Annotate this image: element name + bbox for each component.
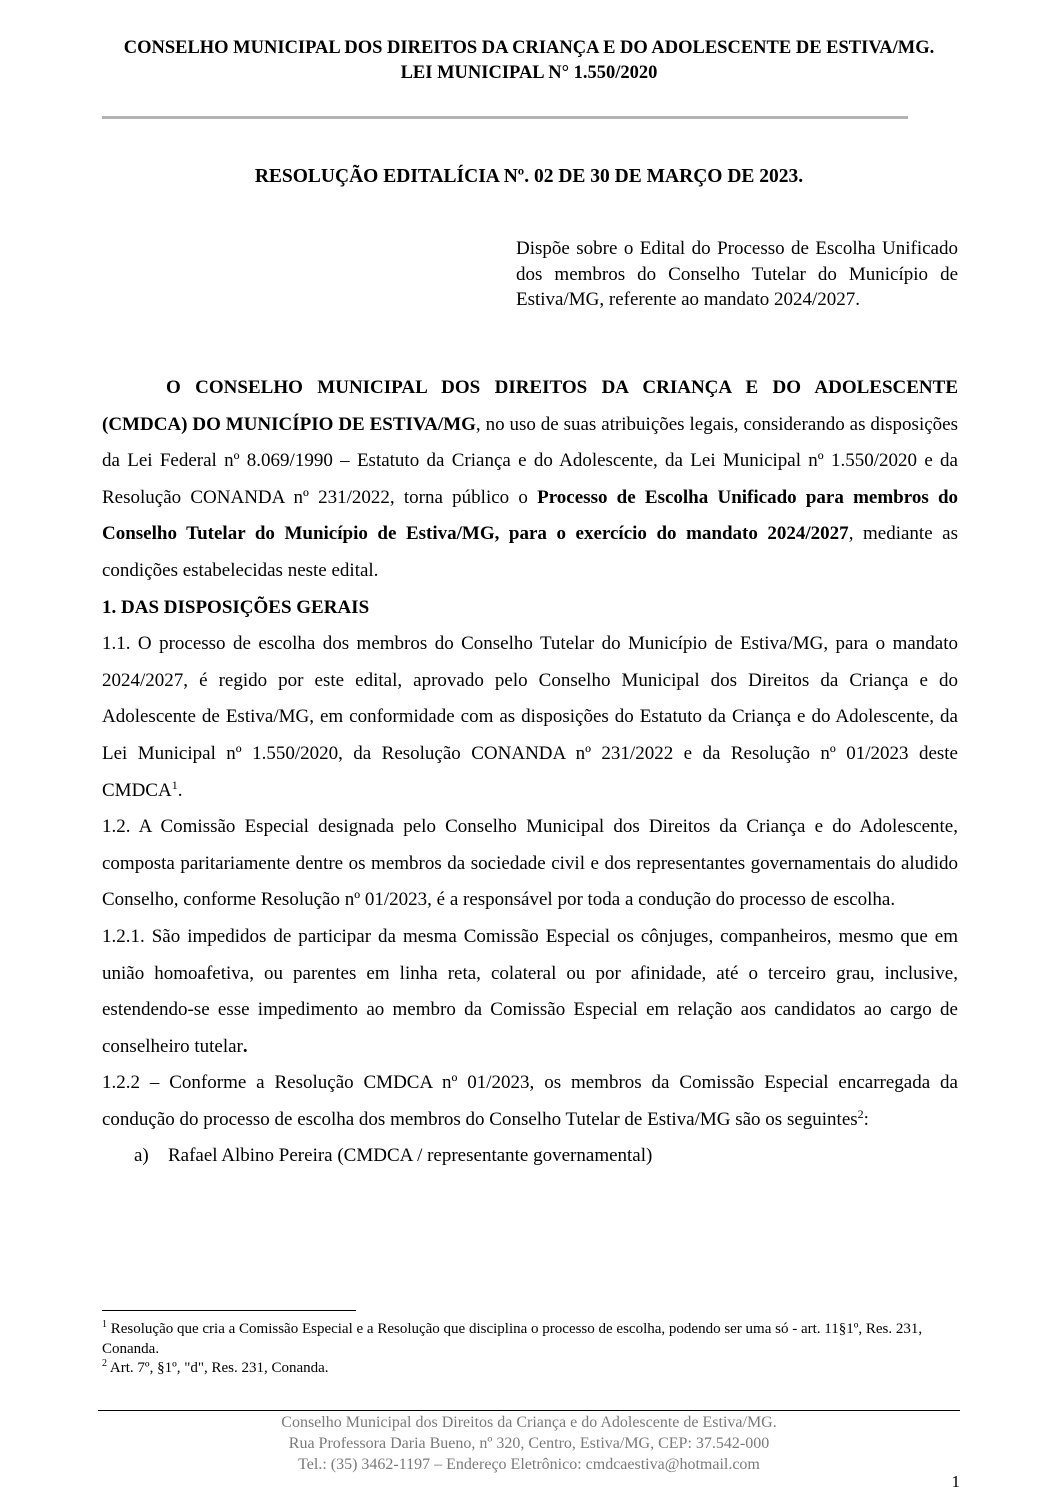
- footnotes: [102, 1320, 958, 1379]
- clause-1-1: [102, 626, 958, 809]
- clause-1-2-1-text: 1.2.1. São impedidos de participar da mesma Comissão Especial os cônjuges, companheiros, mesmo que em união homoafetiva, ou parentes em linha reta, colateral ou por afinidade, até o terceiro grau, inclusive, estendendo-se esse impedimento ao membro da Comissão Especial em relação aos candidatos ao cargo de conselheiro tutelar: [102, 925, 958, 1057]
- clause-1-1-text: 1.1. O processo de escolha dos membros do Conselho Tutelar do Município de Estiva/MG, para o mandato 2024/2027, é regido por este edital, aprovado pelo Conselho Municipal dos Direitos da Criança e do Adolescente de Estiva/MG, em conformidade com as disposições do Estatuto da Criança e do Adolescente, da Lei Municipal nº 1.550/2020, da Resolução CONANDA nº 231/2022 e da Resolução nº 01/2023 deste CMDCA: [102, 633, 958, 801]
- footnote: [102, 1320, 958, 1359]
- resolution-title: RESOLUÇÃO EDITALÍCIA Nº. 02 DE 30 DE MARÇO DE 2023.: [254, 166, 804, 187]
- footnote-text: Resolução que cria a Comissão Especial e a Resolução que disciplina o processo de escolha, podendo ser uma só - art. 11§1º, Res. 231, Conanda.: [102, 1321, 923, 1357]
- footnote: [102, 1359, 958, 1379]
- footer-contact: Tel.: (35) 3462-1197 – Endereço Eletrônico: cmdcaestiva@hotmail.com: [298, 1456, 760, 1473]
- preamble: [102, 370, 958, 590]
- footnote-divider: [102, 1310, 356, 1311]
- clause-1-2: 1.2. A Comissão Especial designada pelo Conselho Municipal dos Direitos da Criança e do Adolescente, composta paritariamente dentre os membros da sociedade civil e dos representantes governamentais do aludido Conselho, conforme Resolução nº 01/2023, é a responsável por toda a condução do processo de escolha.: [102, 816, 958, 911]
- header-title: CONSELHO MUNICIPAL DOS DIREITOS DA CRIANÇA E DO ADOLESCENTE DE ESTIVA/MG.: [123, 38, 935, 58]
- clause-1-2-2-end: :: [863, 1108, 869, 1130]
- clause-1-2-2-text: 1.2.2 – Conforme a Resolução CMDCA nº 01/2023, os membros da Comissão Especial encarregada da condução do processo de escolha dos membros do Conselho Tutelar de Estiva/MG são os seguintes: [102, 1072, 958, 1130]
- list-item: [102, 1138, 958, 1175]
- footnote-mark: 1: [102, 1319, 107, 1330]
- footer-divider: [98, 1410, 960, 1411]
- list-item-label: a): [134, 1145, 149, 1167]
- section-heading: 1. DAS DISPOSIÇÕES GERAIS: [102, 596, 370, 618]
- footnote-ref-1: 1: [171, 777, 178, 792]
- footer-org: Conselho Municipal dos Direitos da Criança e do Adolescente de Estiva/MG.: [281, 1414, 777, 1431]
- ementa: Dispõe sobre o Edital do Processo de Escolha Unificado dos membros do Conselho Tutelar do Município de Estiva/MG, referente ao mandato 2024/2027.: [516, 238, 958, 310]
- preamble-text: , no uso de suas atribuições legais, considerando as disposições da Lei Federal nº 8.069/1990 – Estatuto da Criança e do Adolescente, da Lei Municipal nº 1.550/2020 e da Resolução CONANDA nº 231/2022, torna público o: [102, 413, 958, 508]
- footnote-ref-2: 2: [857, 1106, 864, 1121]
- preamble-bold-council: O CONSELHO MUNICIPAL DOS DIREITOS DA CRIANÇA E DO ADOLESCENTE (CMDCA) DO MUNICÍPIO DE ESTIVA/MG: [102, 377, 958, 435]
- header-law: LEI MUNICIPAL N° 1.550/2020: [400, 63, 658, 83]
- footnote-mark: 2: [102, 1358, 107, 1369]
- preamble-text-end: , mediante as condições estabelecidas neste edital.: [102, 523, 958, 581]
- document-body: [102, 370, 958, 1175]
- preamble-bold-process: Processo de Escolha Unificado para membros do Conselho Tutelar do Município de Estiva/MG, para o exercício do mandato 2024/2027: [102, 486, 959, 545]
- footnote-text: Art. 7º, §1º, "d", Res. 231, Conanda.: [107, 1360, 329, 1376]
- page-footer: [0, 1412, 1058, 1475]
- page-number: 1: [951, 1472, 960, 1491]
- header-divider: [102, 116, 908, 119]
- list-item-text: Rafael Albino Pereira (CMDCA / representante governamental): [168, 1145, 653, 1167]
- clause-1-2-1-end: .: [242, 1035, 248, 1057]
- clause-1-2-1: [102, 919, 958, 1065]
- footer-address: Rua Professora Daria Bueno, nº 320, Centro, Estiva/MG, CEP: 37.542-000: [288, 1435, 770, 1452]
- clause-1-1-end: .: [177, 779, 183, 801]
- clause-1-2-2: [102, 1065, 958, 1138]
